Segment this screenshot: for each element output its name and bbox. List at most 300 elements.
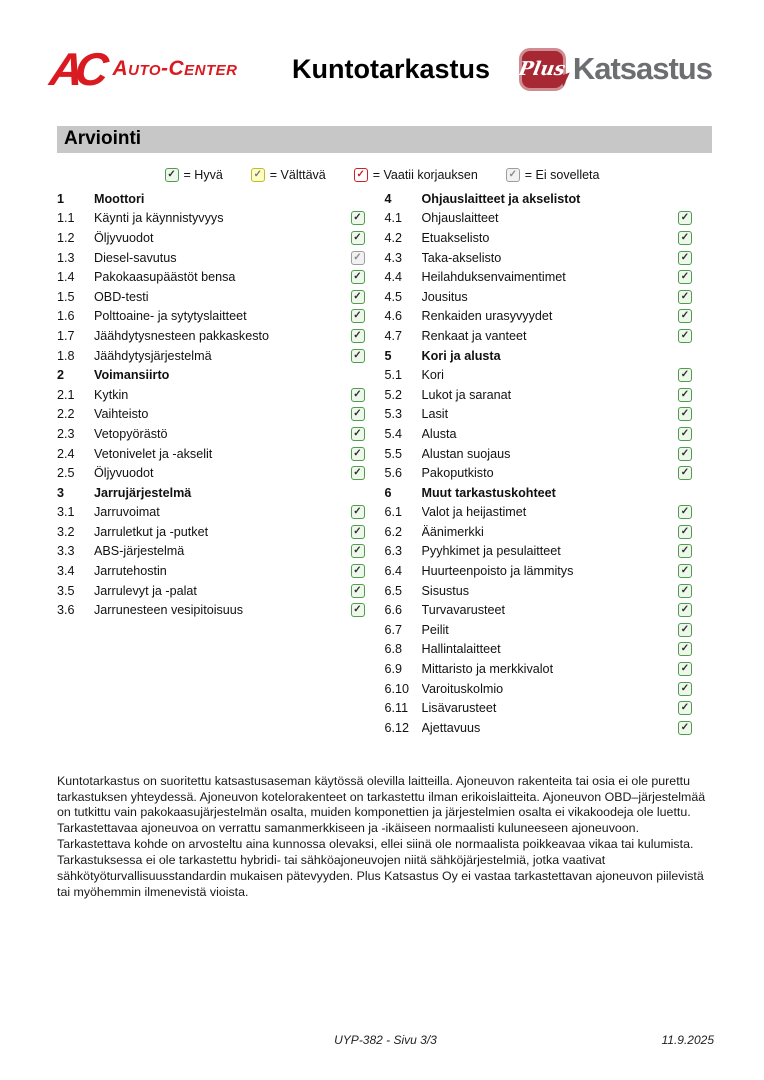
checklist-row — [385, 365, 713, 385]
item-status-slot — [678, 603, 702, 617]
item-label: Renkaat ja vanteet — [421, 328, 527, 343]
checklist-row — [57, 365, 385, 385]
good-checkbox-icon — [678, 642, 692, 656]
item-number: 3.6 — [57, 603, 75, 618]
checklist-row — [385, 503, 713, 523]
item-number: 1.7 — [57, 328, 75, 343]
item-label: Ajettavuus — [421, 720, 481, 735]
good-checkbox-icon — [351, 388, 365, 402]
item-status-slot — [678, 701, 702, 715]
item-number: 6.1 — [384, 505, 403, 520]
good-checkbox-icon — [351, 349, 365, 363]
item-label: Mittaristo ja merkkivalot — [421, 662, 554, 677]
checkmark-glyph: ✓ — [680, 251, 690, 263]
checklist-row — [57, 307, 385, 327]
checkmark-glyph: ✓ — [353, 231, 362, 243]
checklist-row — [385, 405, 713, 425]
item-number: 5.1 — [384, 368, 403, 383]
item-status-slot — [351, 466, 375, 480]
item-number: 5.6 — [384, 466, 403, 481]
item-number: 6.3 — [384, 544, 403, 559]
checkmark-glyph: ✓ — [680, 212, 690, 224]
checkmark-glyph: ✓ — [680, 525, 690, 537]
page-title: Kuntotarkastus — [291, 53, 491, 84]
item-number: 3.5 — [57, 583, 75, 598]
checklist-row — [57, 385, 385, 405]
checkmark-glyph: ✓ — [353, 447, 362, 459]
item-status-slot — [678, 309, 702, 323]
item-label: Sisustus — [421, 583, 470, 598]
item-number: 5.4 — [384, 426, 403, 441]
checklist-row — [385, 385, 713, 405]
checklist-row — [385, 561, 713, 581]
item-number: 4.5 — [384, 289, 403, 304]
item-status-slot — [678, 407, 702, 421]
checklist-row — [385, 659, 713, 679]
item-label: Turvavarusteet — [421, 603, 506, 618]
checkmark-glyph: ✓ — [680, 682, 690, 694]
item-label: Renkaiden urasyvyydet — [421, 309, 553, 324]
checklist-row — [385, 463, 713, 483]
footer-date: 11.9.2025 — [661, 1033, 714, 1047]
checkmark-glyph: ✓ — [680, 329, 690, 341]
checklist-row — [385, 346, 713, 366]
auto-center-logo-text: Auto-Center — [112, 57, 238, 80]
checklist-row — [57, 600, 385, 620]
checkmark-glyph: ✓ — [680, 388, 690, 400]
item-number: 1.2 — [57, 230, 75, 245]
good-checkbox-icon — [678, 368, 692, 382]
checklist-row — [57, 542, 385, 562]
item-number: 1.4 — [57, 270, 75, 285]
checkmark-glyph: ✓ — [680, 427, 690, 439]
good-checkbox-icon — [678, 309, 692, 323]
checklist-row — [57, 463, 385, 483]
item-number: 1 — [57, 191, 65, 206]
plus-logo-bubble-icon — [519, 48, 566, 91]
na-checkbox-icon — [506, 168, 520, 182]
good-checkbox-icon — [678, 603, 692, 617]
item-number: 4.3 — [384, 250, 403, 265]
item-label: Jäähdytysjärjestelmä — [94, 348, 212, 363]
good-checkbox-icon — [678, 251, 692, 265]
checklist-row — [57, 346, 385, 366]
checkmark-glyph: ✓ — [680, 584, 690, 596]
good-checkbox-icon — [351, 290, 365, 304]
legend-item — [165, 168, 223, 182]
checklist-row — [57, 503, 385, 523]
item-status-slot — [678, 505, 702, 519]
legend-item-label: = Ei sovelleta — [524, 168, 600, 182]
item-status-slot — [678, 544, 702, 558]
item-label: Jarrulevyt ja -palat — [94, 583, 197, 598]
item-label: Valot ja heijastimet — [421, 505, 527, 520]
checkmark-glyph: ✓ — [353, 506, 362, 518]
good-checkbox-icon — [351, 211, 365, 225]
checkmark-glyph: ✓ — [353, 290, 362, 302]
good-checkbox-icon — [678, 231, 692, 245]
item-label: Jarruvoimat — [94, 505, 160, 520]
checkmark-glyph: ✓ — [353, 271, 362, 283]
legend-item-label: = Hyvä — [183, 168, 223, 182]
checklist-row — [57, 522, 385, 542]
checklist-row — [385, 600, 713, 620]
good-checkbox-icon — [351, 505, 365, 519]
item-number: 3.4 — [57, 564, 75, 579]
checkmark-glyph: ✓ — [680, 369, 690, 381]
item-label: Lukot ja saranat — [421, 387, 512, 402]
good-checkbox-icon — [351, 584, 365, 598]
good-checkbox-icon — [351, 466, 365, 480]
good-checkbox-icon — [678, 525, 692, 539]
item-label: Ohjauslaitteet ja akselistot — [421, 191, 581, 206]
checkmark-glyph: ✓ — [680, 721, 690, 733]
katsastus-logo-word: Katsastus — [572, 51, 712, 86]
checklist-row — [385, 189, 713, 209]
good-checkbox-icon — [351, 447, 365, 461]
item-number: 1.3 — [57, 250, 75, 265]
auto-center-logo — [47, 43, 265, 95]
page-footer — [57, 1033, 714, 1047]
good-checkbox-icon — [678, 329, 692, 343]
item-number: 5.5 — [384, 446, 403, 461]
item-status-slot — [678, 251, 702, 265]
good-checkbox-icon — [351, 427, 365, 441]
good-checkbox-icon — [351, 329, 365, 343]
checklist — [57, 189, 712, 738]
good-checkbox-icon — [678, 290, 692, 304]
item-label: Jarrunesteen vesipitoisuus — [94, 603, 244, 618]
item-number: 6.12 — [384, 720, 410, 735]
item-label: Moottori — [94, 191, 145, 206]
item-status-slot — [351, 329, 375, 343]
footer-page-info: UYP-382 - Sivu 3/3 — [334, 1033, 437, 1047]
checklist-column-left — [57, 189, 385, 620]
checklist-row — [385, 640, 713, 660]
item-number: 2.2 — [57, 407, 75, 422]
item-label: Voimansiirto — [94, 368, 170, 383]
checklist-row — [385, 228, 713, 248]
item-number: 4 — [384, 191, 392, 206]
checkmark-glyph: ✓ — [353, 565, 362, 577]
item-label: Äänimerkki — [421, 524, 484, 539]
item-label: Lisävarusteet — [421, 701, 497, 716]
item-label: Muut tarkastuskohteet — [421, 485, 556, 500]
item-number: 2.3 — [57, 426, 75, 441]
checkmark-glyph: ✓ — [356, 169, 365, 180]
item-status-slot — [678, 368, 702, 382]
checklist-row — [57, 561, 385, 581]
item-status-slot — [678, 231, 702, 245]
item-status-slot — [351, 525, 375, 539]
checklist-row — [57, 248, 385, 268]
item-label: Kytkin — [94, 387, 129, 402]
item-label: Peilit — [421, 622, 449, 637]
item-number: 6 — [384, 485, 392, 500]
item-number: 6.8 — [384, 642, 403, 657]
good-checkbox-icon — [351, 603, 365, 617]
item-status-slot — [351, 211, 375, 225]
item-status-slot — [678, 682, 702, 696]
checklist-row — [57, 581, 385, 601]
good-checkbox-icon — [678, 701, 692, 715]
item-label: Kori — [421, 368, 444, 383]
item-number: 1.6 — [57, 309, 75, 324]
item-status-slot — [351, 505, 375, 519]
item-label: Pakokaasupäästöt bensa — [94, 270, 236, 285]
repair-checkbox-icon — [354, 168, 368, 182]
item-number: 6.11 — [384, 701, 409, 716]
checkmark-glyph: ✓ — [680, 408, 690, 420]
item-status-slot — [678, 662, 702, 676]
item-status-slot — [678, 584, 702, 598]
checkmark-glyph: ✓ — [353, 251, 362, 263]
checklist-row — [57, 228, 385, 248]
checklist-row — [385, 483, 713, 503]
good-checkbox-icon — [351, 525, 365, 539]
item-status-slot — [678, 211, 702, 225]
checklist-row — [385, 287, 713, 307]
item-label: Polttoaine- ja sytytyslaitteet — [94, 309, 247, 324]
checkmark-glyph: ✓ — [353, 329, 362, 341]
checklist-row — [385, 620, 713, 640]
item-status-slot — [678, 447, 702, 461]
checklist-row — [57, 209, 385, 229]
good-checkbox-icon — [351, 407, 365, 421]
item-label: Pyyhkimet ja pesulaitteet — [421, 544, 561, 559]
item-label: Vetopyörästö — [94, 426, 168, 441]
item-number: 6.7 — [384, 622, 403, 637]
item-status-slot — [678, 466, 702, 480]
checklist-row — [57, 267, 385, 287]
item-status-slot — [678, 525, 702, 539]
good-checkbox-icon — [351, 270, 365, 284]
item-number: 3.3 — [57, 544, 75, 559]
checkmark-glyph: ✓ — [680, 231, 690, 243]
item-number: 2.1 — [57, 387, 75, 402]
checkmark-glyph: ✓ — [680, 467, 690, 479]
item-number: 6.10 — [384, 681, 410, 696]
good-checkbox-icon — [678, 544, 692, 558]
item-label: Pakoputkisto — [421, 466, 494, 481]
good-checkbox-icon — [678, 466, 692, 480]
item-number: 6.4 — [384, 564, 403, 579]
checklist-row — [385, 522, 713, 542]
item-label: Alusta — [421, 426, 457, 441]
checkmark-glyph: ✓ — [680, 506, 690, 518]
good-checkbox-icon — [678, 388, 692, 402]
item-number: 2.4 — [57, 446, 75, 461]
item-label: Etuakselisto — [421, 230, 490, 245]
legend-item-label: = Vaatii korjauksen — [372, 168, 478, 182]
item-number: 6.9 — [384, 662, 403, 677]
item-status-slot — [678, 427, 702, 441]
checklist-row — [385, 307, 713, 327]
checklist-row — [57, 405, 385, 425]
item-status-slot — [351, 290, 375, 304]
item-status-slot — [678, 388, 702, 402]
item-number: 3 — [57, 485, 65, 500]
item-label: Öljyvuodot — [94, 230, 154, 245]
item-label: Jarruletkut ja -putket — [94, 524, 209, 539]
checklist-row — [385, 679, 713, 699]
item-number: 6.6 — [384, 603, 403, 618]
item-label: Kori ja alusta — [421, 348, 501, 363]
item-status-slot — [351, 349, 375, 363]
good-checkbox-icon — [678, 682, 692, 696]
good-checkbox-icon — [678, 505, 692, 519]
checkmark-glyph: ✓ — [353, 545, 362, 557]
checklist-row — [57, 326, 385, 346]
item-number: 1.5 — [57, 289, 75, 304]
item-status-slot — [678, 564, 702, 578]
checkmark-glyph: ✓ — [353, 212, 362, 224]
checkmark-glyph: ✓ — [680, 271, 690, 283]
item-label: Käynti ja käynnistyvyys — [94, 211, 224, 226]
auto-center-logo-mark: AC — [47, 43, 104, 95]
good-checkbox-icon — [678, 623, 692, 637]
item-label: Jarrutehostin — [94, 564, 167, 579]
item-status-slot — [678, 329, 702, 343]
legend — [0, 168, 764, 182]
checkmark-glyph: ✓ — [680, 643, 690, 655]
checkmark-glyph: ✓ — [680, 545, 690, 557]
checklist-row — [385, 248, 713, 268]
checkmark-glyph: ✓ — [680, 604, 690, 616]
checklist-row — [385, 698, 713, 718]
checklist-column-right — [385, 189, 713, 738]
checkmark-glyph: ✓ — [680, 565, 690, 577]
item-label: Vaihteisto — [94, 407, 149, 422]
fair-checkbox-icon — [251, 168, 265, 182]
checklist-row — [57, 483, 385, 503]
checkmark-glyph: ✓ — [680, 663, 690, 675]
item-number: 6.5 — [384, 583, 403, 598]
item-number: 4.2 — [384, 230, 403, 245]
checkmark-glyph: ✓ — [353, 349, 362, 361]
checklist-row — [385, 267, 713, 287]
checkmark-glyph: ✓ — [680, 702, 690, 714]
item-number: 4.7 — [384, 328, 403, 343]
item-number: 4.6 — [384, 309, 403, 324]
item-number: 5.3 — [384, 407, 403, 422]
good-checkbox-icon — [351, 309, 365, 323]
good-checkbox-icon — [678, 564, 692, 578]
checklist-row — [57, 189, 385, 209]
item-label: OBD-testi — [94, 289, 149, 304]
item-label: Ohjauslaitteet — [421, 211, 499, 226]
checkmark-glyph: ✓ — [353, 584, 362, 596]
good-checkbox-icon — [678, 584, 692, 598]
good-checkbox-icon — [678, 427, 692, 441]
report-header — [0, 0, 764, 100]
item-status-slot — [351, 603, 375, 617]
item-number: 3.2 — [57, 524, 75, 539]
item-number: 1.8 — [57, 348, 75, 363]
checkmark-glyph: ✓ — [253, 169, 262, 180]
checklist-row — [57, 424, 385, 444]
checklist-row — [385, 581, 713, 601]
good-checkbox-icon — [678, 721, 692, 735]
legend-item — [506, 168, 600, 182]
checkmark-glyph: ✓ — [353, 388, 362, 400]
checklist-row — [57, 444, 385, 464]
checkmark-glyph: ✓ — [353, 525, 362, 537]
item-status-slot — [678, 270, 702, 284]
item-status-slot — [351, 270, 375, 284]
good-checkbox-icon — [678, 270, 692, 284]
good-checkbox-icon — [678, 211, 692, 225]
item-number: 5 — [384, 348, 392, 363]
item-label: Jousitus — [421, 289, 468, 304]
checkmark-glyph: ✓ — [680, 310, 690, 322]
good-checkbox-icon — [351, 544, 365, 558]
checkmark-glyph: ✓ — [353, 427, 362, 439]
item-label: Vetonivelet ja -akselit — [94, 446, 213, 461]
item-status-slot — [678, 642, 702, 656]
item-label: ABS-järjestelmä — [94, 544, 185, 559]
checkmark-glyph: ✓ — [353, 604, 362, 616]
item-number: 2.5 — [57, 466, 75, 481]
item-status-slot — [351, 584, 375, 598]
item-number: 1.1 — [57, 211, 75, 226]
item-status-slot — [351, 427, 375, 441]
item-number: 4.1 — [384, 211, 403, 226]
item-status-slot — [678, 721, 702, 735]
checkmark-glyph: ✓ — [680, 447, 690, 459]
item-label: Jäähdytysnesteen pakkaskesto — [94, 328, 270, 343]
item-status-slot — [351, 231, 375, 245]
good-checkbox-icon — [351, 231, 365, 245]
item-label: Hallintalaitteet — [421, 642, 501, 657]
item-label: Varoituskolmio — [421, 681, 504, 696]
checklist-row — [57, 287, 385, 307]
item-label: Huurteenpoisto ja lämmitys — [421, 564, 574, 579]
item-status-slot — [678, 290, 702, 304]
legend-item — [251, 168, 326, 182]
item-number: 4.4 — [384, 270, 403, 285]
item-label: Alustan suojaus — [421, 446, 511, 461]
legend-item — [354, 168, 478, 182]
checkmark-glyph: ✓ — [353, 310, 362, 322]
good-checkbox-icon — [165, 168, 179, 182]
checkmark-glyph: ✓ — [353, 408, 362, 420]
checkmark-glyph: ✓ — [680, 290, 690, 302]
checklist-row — [385, 209, 713, 229]
item-label: Lasit — [421, 407, 449, 422]
checkmark-glyph: ✓ — [680, 623, 690, 635]
item-status-slot — [351, 251, 375, 265]
plus-katsastus-logo — [517, 48, 712, 91]
legend-item-label: = Välttävä — [269, 168, 326, 182]
item-status-slot — [351, 388, 375, 402]
item-status-slot — [351, 544, 375, 558]
checkmark-glyph: ✓ — [353, 467, 362, 479]
checklist-row — [385, 444, 713, 464]
good-checkbox-icon — [678, 447, 692, 461]
item-number: 6.2 — [384, 524, 403, 539]
item-label: Diesel-savutus — [94, 250, 177, 265]
item-status-slot — [351, 564, 375, 578]
item-status-slot — [678, 623, 702, 637]
item-number: 2 — [57, 368, 65, 383]
checkmark-glyph: ✓ — [508, 169, 517, 180]
item-label: Öljyvuodot — [94, 466, 154, 481]
good-checkbox-icon — [678, 662, 692, 676]
checklist-row — [385, 718, 713, 738]
item-status-slot — [351, 407, 375, 421]
good-checkbox-icon — [678, 407, 692, 421]
